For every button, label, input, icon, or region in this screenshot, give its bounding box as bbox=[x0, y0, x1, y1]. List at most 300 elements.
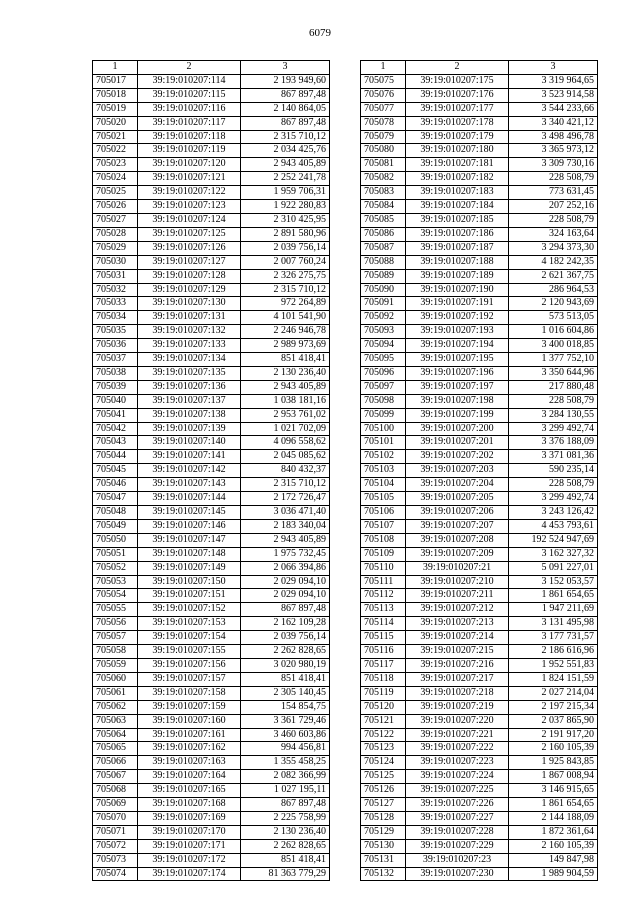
value-cell: 2 007 760,24 bbox=[241, 255, 330, 269]
row-number-cell: 705080 bbox=[361, 144, 406, 158]
table-row bbox=[361, 728, 598, 742]
table-row bbox=[361, 380, 598, 394]
table-row bbox=[93, 825, 330, 839]
row-number-cell: 705029 bbox=[93, 241, 138, 255]
table-row bbox=[93, 853, 330, 867]
cadastral-number-cell: 39:19:010207:185 bbox=[406, 213, 509, 227]
row-number-cell: 705064 bbox=[93, 728, 138, 742]
value-cell: 228 508,79 bbox=[509, 394, 598, 408]
table-row bbox=[361, 102, 598, 116]
value-cell: 1 824 151,59 bbox=[509, 672, 598, 686]
value-cell: 851 418,41 bbox=[241, 353, 330, 367]
row-number-cell: 705122 bbox=[361, 728, 406, 742]
row-number-cell: 705068 bbox=[93, 784, 138, 798]
left-register-table bbox=[92, 60, 330, 881]
cadastral-number-cell: 39:19:010207:115 bbox=[138, 88, 241, 102]
cadastral-number-cell: 39:19:010207:182 bbox=[406, 172, 509, 186]
cadastral-number-cell: 39:19:010207:145 bbox=[138, 506, 241, 520]
row-number-cell: 705042 bbox=[93, 422, 138, 436]
table-row bbox=[361, 811, 598, 825]
row-number-cell: 705018 bbox=[93, 88, 138, 102]
cadastral-number-cell: 39:19:010207:225 bbox=[406, 784, 509, 798]
value-cell: 994 456,81 bbox=[241, 742, 330, 756]
table-row bbox=[361, 672, 598, 686]
cadastral-number-cell: 39:19:010207:120 bbox=[138, 158, 241, 172]
table-header-row bbox=[93, 61, 330, 75]
row-number-cell: 705101 bbox=[361, 436, 406, 450]
row-number-cell: 705024 bbox=[93, 172, 138, 186]
cadastral-number-cell: 39:19:010207:164 bbox=[138, 770, 241, 784]
table-row bbox=[93, 742, 330, 756]
value-cell: 3 299 492,74 bbox=[509, 422, 598, 436]
row-number-cell: 705127 bbox=[361, 798, 406, 812]
value-cell: 867 897,48 bbox=[241, 603, 330, 617]
table-row bbox=[93, 339, 330, 353]
cadastral-number-cell: 39:19:010207:211 bbox=[406, 589, 509, 603]
value-cell: 5 091 227,01 bbox=[509, 561, 598, 575]
row-number-cell: 705067 bbox=[93, 770, 138, 784]
table-row bbox=[93, 102, 330, 116]
cadastral-number-cell: 39:19:010207:21 bbox=[406, 561, 509, 575]
row-number-cell: 705108 bbox=[361, 533, 406, 547]
table-row bbox=[93, 506, 330, 520]
table-row bbox=[93, 617, 330, 631]
table-row bbox=[361, 742, 598, 756]
value-cell: 2 037 865,90 bbox=[509, 714, 598, 728]
value-cell: 2 140 864,05 bbox=[241, 102, 330, 116]
row-number-cell: 705095 bbox=[361, 353, 406, 367]
cadastral-number-cell: 39:19:010207:122 bbox=[138, 186, 241, 200]
table-row bbox=[361, 645, 598, 659]
value-cell: 1 989 904,59 bbox=[509, 867, 598, 881]
table-row bbox=[93, 366, 330, 380]
value-cell: 3 371 081,36 bbox=[509, 450, 598, 464]
cadastral-number-cell: 39:19:010207:229 bbox=[406, 839, 509, 853]
table-row bbox=[361, 241, 598, 255]
column-header: 3 bbox=[509, 61, 598, 75]
table-row bbox=[93, 297, 330, 311]
cadastral-number-cell: 39:19:010207:223 bbox=[406, 756, 509, 770]
value-cell: 2 191 917,20 bbox=[509, 728, 598, 742]
cadastral-number-cell: 39:19:010207:165 bbox=[138, 784, 241, 798]
cadastral-number-cell: 39:19:010207:139 bbox=[138, 422, 241, 436]
row-number-cell: 705104 bbox=[361, 478, 406, 492]
row-number-cell: 705035 bbox=[93, 325, 138, 339]
value-cell: 2 315 710,12 bbox=[241, 283, 330, 297]
table-row bbox=[93, 728, 330, 742]
value-cell: 2 029 094,10 bbox=[241, 589, 330, 603]
value-cell: 867 897,48 bbox=[241, 116, 330, 130]
cadastral-number-cell: 39:19:010207:178 bbox=[406, 116, 509, 130]
table-row bbox=[93, 575, 330, 589]
cadastral-number-cell: 39:19:010207:184 bbox=[406, 200, 509, 214]
table-row bbox=[361, 311, 598, 325]
value-cell: 286 964,53 bbox=[509, 283, 598, 297]
value-cell: 192 524 947,69 bbox=[509, 533, 598, 547]
cadastral-number-cell: 39:19:010207:149 bbox=[138, 561, 241, 575]
value-cell: 2 183 340,04 bbox=[241, 519, 330, 533]
table-row bbox=[93, 464, 330, 478]
row-number-cell: 705023 bbox=[93, 158, 138, 172]
row-number-cell: 705036 bbox=[93, 339, 138, 353]
value-cell: 228 508,79 bbox=[509, 213, 598, 227]
cadastral-number-cell: 39:19:010207:217 bbox=[406, 672, 509, 686]
table-row bbox=[361, 700, 598, 714]
table-row bbox=[93, 158, 330, 172]
value-cell: 2 162 109,28 bbox=[241, 617, 330, 631]
value-cell: 1 872 361,64 bbox=[509, 825, 598, 839]
value-cell: 2 989 973,69 bbox=[241, 339, 330, 353]
cadastral-number-cell: 39:19:010207:207 bbox=[406, 519, 509, 533]
table-row bbox=[93, 811, 330, 825]
row-number-cell: 705096 bbox=[361, 366, 406, 380]
row-number-cell: 705119 bbox=[361, 686, 406, 700]
value-cell: 4 101 541,90 bbox=[241, 311, 330, 325]
table-row bbox=[361, 325, 598, 339]
row-number-cell: 705061 bbox=[93, 686, 138, 700]
cadastral-number-cell: 39:19:010207:210 bbox=[406, 575, 509, 589]
row-number-cell: 705054 bbox=[93, 589, 138, 603]
cadastral-number-cell: 39:19:010207:221 bbox=[406, 728, 509, 742]
column-header: 2 bbox=[138, 61, 241, 75]
value-cell: 2 034 425,76 bbox=[241, 144, 330, 158]
cadastral-number-cell: 39:19:010207:148 bbox=[138, 547, 241, 561]
cadastral-number-cell: 39:19:010207:204 bbox=[406, 478, 509, 492]
table-row bbox=[361, 798, 598, 812]
value-cell: 3 460 603,86 bbox=[241, 728, 330, 742]
row-number-cell: 705053 bbox=[93, 575, 138, 589]
value-cell: 1 861 654,65 bbox=[509, 798, 598, 812]
table-header-row bbox=[361, 61, 598, 75]
row-number-cell: 705074 bbox=[93, 867, 138, 881]
value-cell: 3 036 471,40 bbox=[241, 506, 330, 520]
page-number: 6079 bbox=[309, 27, 331, 39]
table-row bbox=[93, 213, 330, 227]
value-cell: 573 513,05 bbox=[509, 311, 598, 325]
table-row bbox=[361, 213, 598, 227]
value-cell: 1 016 604,86 bbox=[509, 325, 598, 339]
cadastral-number-cell: 39:19:010207:212 bbox=[406, 603, 509, 617]
row-number-cell: 705071 bbox=[93, 825, 138, 839]
row-number-cell: 705129 bbox=[361, 825, 406, 839]
value-cell: 3 020 980,19 bbox=[241, 658, 330, 672]
table-row bbox=[361, 436, 598, 450]
value-cell: 2 197 215,34 bbox=[509, 700, 598, 714]
row-number-cell: 705073 bbox=[93, 853, 138, 867]
cadastral-number-cell: 39:19:010207:142 bbox=[138, 464, 241, 478]
cadastral-number-cell: 39:19:010207:152 bbox=[138, 603, 241, 617]
value-cell: 3 376 188,09 bbox=[509, 436, 598, 450]
row-number-cell: 705106 bbox=[361, 506, 406, 520]
cadastral-number-cell: 39:19:010207:131 bbox=[138, 311, 241, 325]
table-row bbox=[361, 339, 598, 353]
table-row bbox=[361, 269, 598, 283]
cadastral-number-cell: 39:19:010207:127 bbox=[138, 255, 241, 269]
row-number-cell: 705021 bbox=[93, 130, 138, 144]
cadastral-number-cell: 39:19:010207:169 bbox=[138, 811, 241, 825]
table-row bbox=[361, 200, 598, 214]
table-row bbox=[93, 144, 330, 158]
value-cell: 4 453 793,61 bbox=[509, 519, 598, 533]
cadastral-number-cell: 39:19:010207:123 bbox=[138, 200, 241, 214]
value-cell: 3 146 915,65 bbox=[509, 784, 598, 798]
cadastral-number-cell: 39:19:010207:170 bbox=[138, 825, 241, 839]
row-number-cell: 705043 bbox=[93, 436, 138, 450]
table-row bbox=[361, 116, 598, 130]
row-number-cell: 705079 bbox=[361, 130, 406, 144]
value-cell: 2 225 758,99 bbox=[241, 811, 330, 825]
table-row bbox=[93, 519, 330, 533]
row-number-cell: 705110 bbox=[361, 561, 406, 575]
cadastral-number-cell: 39:19:010207:168 bbox=[138, 798, 241, 812]
value-cell: 1 021 702,09 bbox=[241, 422, 330, 436]
cadastral-number-cell: 39:19:010207:213 bbox=[406, 617, 509, 631]
row-number-cell: 705020 bbox=[93, 116, 138, 130]
row-number-cell: 705026 bbox=[93, 200, 138, 214]
table-row bbox=[93, 658, 330, 672]
table-row bbox=[93, 283, 330, 297]
value-cell: 3 299 492,74 bbox=[509, 492, 598, 506]
row-number-cell: 705052 bbox=[93, 561, 138, 575]
table-row bbox=[361, 617, 598, 631]
value-cell: 2 315 710,12 bbox=[241, 478, 330, 492]
row-number-cell: 705039 bbox=[93, 380, 138, 394]
cadastral-number-cell: 39:19:010207:121 bbox=[138, 172, 241, 186]
table-row bbox=[361, 561, 598, 575]
table-row bbox=[93, 784, 330, 798]
cadastral-number-cell: 39:19:010207:126 bbox=[138, 241, 241, 255]
table-row bbox=[93, 589, 330, 603]
row-number-cell: 705098 bbox=[361, 394, 406, 408]
cadastral-number-cell: 39:19:010207:157 bbox=[138, 672, 241, 686]
table-row bbox=[93, 603, 330, 617]
value-cell: 2 186 616,96 bbox=[509, 645, 598, 659]
cadastral-number-cell: 39:19:010207:114 bbox=[138, 74, 241, 88]
row-number-cell: 705040 bbox=[93, 394, 138, 408]
table-row bbox=[93, 686, 330, 700]
cadastral-number-cell: 39:19:010207:116 bbox=[138, 102, 241, 116]
table-row bbox=[93, 172, 330, 186]
value-cell: 2 130 236,40 bbox=[241, 825, 330, 839]
table-row bbox=[93, 436, 330, 450]
value-cell: 1 947 211,69 bbox=[509, 603, 598, 617]
row-number-cell: 705112 bbox=[361, 589, 406, 603]
cadastral-number-cell: 39:19:010207:194 bbox=[406, 339, 509, 353]
cadastral-number-cell: 39:19:010207:201 bbox=[406, 436, 509, 450]
table-row bbox=[361, 88, 598, 102]
value-cell: 3 350 644,96 bbox=[509, 366, 598, 380]
cadastral-number-cell: 39:19:010207:171 bbox=[138, 839, 241, 853]
table-row bbox=[93, 700, 330, 714]
cadastral-number-cell: 39:19:010207:200 bbox=[406, 422, 509, 436]
value-cell: 2 082 366,99 bbox=[241, 770, 330, 784]
cadastral-number-cell: 39:19:010207:163 bbox=[138, 756, 241, 770]
value-cell: 2 027 214,04 bbox=[509, 686, 598, 700]
value-cell: 851 418,41 bbox=[241, 853, 330, 867]
table-row bbox=[93, 186, 330, 200]
value-cell: 3 361 729,46 bbox=[241, 714, 330, 728]
row-number-cell: 705049 bbox=[93, 519, 138, 533]
cadastral-number-cell: 39:19:010207:219 bbox=[406, 700, 509, 714]
cadastral-number-cell: 39:19:010207:220 bbox=[406, 714, 509, 728]
row-number-cell: 705046 bbox=[93, 478, 138, 492]
cadastral-number-cell: 39:19:010207:183 bbox=[406, 186, 509, 200]
row-number-cell: 705091 bbox=[361, 297, 406, 311]
cadastral-number-cell: 39:19:010207:187 bbox=[406, 241, 509, 255]
table-row bbox=[361, 464, 598, 478]
value-cell: 228 508,79 bbox=[509, 478, 598, 492]
cadastral-number-cell: 39:19:010207:222 bbox=[406, 742, 509, 756]
table-row bbox=[361, 366, 598, 380]
value-cell: 773 631,45 bbox=[509, 186, 598, 200]
row-number-cell: 705041 bbox=[93, 408, 138, 422]
column-header: 3 bbox=[241, 61, 330, 75]
table-row bbox=[361, 603, 598, 617]
value-cell: 2 144 188,09 bbox=[509, 811, 598, 825]
cadastral-number-cell: 39:19:010207:119 bbox=[138, 144, 241, 158]
value-cell: 867 897,48 bbox=[241, 798, 330, 812]
cadastral-number-cell: 39:19:010207:138 bbox=[138, 408, 241, 422]
table-row bbox=[361, 408, 598, 422]
value-cell: 3 319 964,65 bbox=[509, 74, 598, 88]
table-row bbox=[361, 172, 598, 186]
value-cell: 2 045 085,62 bbox=[241, 450, 330, 464]
table-row bbox=[361, 255, 598, 269]
row-number-cell: 705081 bbox=[361, 158, 406, 172]
table-row bbox=[361, 186, 598, 200]
row-number-cell: 705017 bbox=[93, 74, 138, 88]
row-number-cell: 705045 bbox=[93, 464, 138, 478]
table-row bbox=[361, 519, 598, 533]
value-cell: 2 193 949,60 bbox=[241, 74, 330, 88]
table-row bbox=[361, 394, 598, 408]
cadastral-number-cell: 39:19:010207:124 bbox=[138, 213, 241, 227]
row-number-cell: 705114 bbox=[361, 617, 406, 631]
row-number-cell: 705034 bbox=[93, 311, 138, 325]
row-number-cell: 705057 bbox=[93, 631, 138, 645]
cadastral-number-cell: 39:19:010207:136 bbox=[138, 380, 241, 394]
left-table-body bbox=[93, 61, 330, 881]
value-cell: 1 975 732,45 bbox=[241, 547, 330, 561]
row-number-cell: 705047 bbox=[93, 492, 138, 506]
cadastral-number-cell: 39:19:010207:226 bbox=[406, 798, 509, 812]
value-cell: 3 284 130,55 bbox=[509, 408, 598, 422]
table-row bbox=[93, 533, 330, 547]
cadastral-number-cell: 39:19:010207:141 bbox=[138, 450, 241, 464]
row-number-cell: 705102 bbox=[361, 450, 406, 464]
cadastral-number-cell: 39:19:010207:176 bbox=[406, 88, 509, 102]
value-cell: 2 172 726,47 bbox=[241, 492, 330, 506]
row-number-cell: 705100 bbox=[361, 422, 406, 436]
cadastral-number-cell: 39:19:010207:179 bbox=[406, 130, 509, 144]
row-number-cell: 705022 bbox=[93, 144, 138, 158]
cadastral-number-cell: 39:19:010207:208 bbox=[406, 533, 509, 547]
cadastral-number-cell: 39:19:010207:227 bbox=[406, 811, 509, 825]
table-row bbox=[93, 672, 330, 686]
row-number-cell: 705118 bbox=[361, 672, 406, 686]
row-number-cell: 705038 bbox=[93, 366, 138, 380]
row-number-cell: 705097 bbox=[361, 380, 406, 394]
cadastral-number-cell: 39:19:010207:172 bbox=[138, 853, 241, 867]
cadastral-number-cell: 39:19:010207:146 bbox=[138, 519, 241, 533]
value-cell: 154 854,75 bbox=[241, 700, 330, 714]
value-cell: 1 027 195,11 bbox=[241, 784, 330, 798]
value-cell: 2 943 405,89 bbox=[241, 158, 330, 172]
row-number-cell: 705055 bbox=[93, 603, 138, 617]
table-row bbox=[93, 561, 330, 575]
row-number-cell: 705120 bbox=[361, 700, 406, 714]
cadastral-number-cell: 39:19:010207:206 bbox=[406, 506, 509, 520]
cadastral-number-cell: 39:19:010207:134 bbox=[138, 353, 241, 367]
cadastral-number-cell: 39:19:010207:23 bbox=[406, 853, 509, 867]
value-cell: 1 861 654,65 bbox=[509, 589, 598, 603]
value-cell: 2 160 105,39 bbox=[509, 742, 598, 756]
row-number-cell: 705019 bbox=[93, 102, 138, 116]
value-cell: 2 943 405,89 bbox=[241, 533, 330, 547]
row-number-cell: 705083 bbox=[361, 186, 406, 200]
table-row bbox=[361, 297, 598, 311]
cadastral-number-cell: 39:19:010207:195 bbox=[406, 353, 509, 367]
table-row bbox=[93, 325, 330, 339]
row-number-cell: 705107 bbox=[361, 519, 406, 533]
row-number-cell: 705028 bbox=[93, 227, 138, 241]
table-row bbox=[361, 658, 598, 672]
row-number-cell: 705085 bbox=[361, 213, 406, 227]
cadastral-number-cell: 39:19:010207:216 bbox=[406, 658, 509, 672]
cadastral-number-cell: 39:19:010207:151 bbox=[138, 589, 241, 603]
table-row bbox=[361, 422, 598, 436]
value-cell: 2 160 105,39 bbox=[509, 839, 598, 853]
cadastral-number-cell: 39:19:010207:144 bbox=[138, 492, 241, 506]
value-cell: 2 039 756,14 bbox=[241, 241, 330, 255]
table-row bbox=[361, 450, 598, 464]
value-cell: 4 182 242,35 bbox=[509, 255, 598, 269]
row-number-cell: 705048 bbox=[93, 506, 138, 520]
row-number-cell: 705070 bbox=[93, 811, 138, 825]
cadastral-number-cell: 39:19:010207:162 bbox=[138, 742, 241, 756]
table-row bbox=[361, 533, 598, 547]
table-row bbox=[361, 589, 598, 603]
table-row bbox=[93, 227, 330, 241]
cadastral-number-cell: 39:19:010207:181 bbox=[406, 158, 509, 172]
table-row bbox=[93, 380, 330, 394]
value-cell: 207 252,16 bbox=[509, 200, 598, 214]
value-cell: 2 310 425,95 bbox=[241, 213, 330, 227]
cadastral-number-cell: 39:19:010207:147 bbox=[138, 533, 241, 547]
row-number-cell: 705125 bbox=[361, 770, 406, 784]
table-row bbox=[93, 311, 330, 325]
cadastral-number-cell: 39:19:010207:150 bbox=[138, 575, 241, 589]
row-number-cell: 705065 bbox=[93, 742, 138, 756]
table-row bbox=[93, 450, 330, 464]
cadastral-number-cell: 39:19:010207:205 bbox=[406, 492, 509, 506]
value-cell: 3 544 233,66 bbox=[509, 102, 598, 116]
row-number-cell: 705075 bbox=[361, 74, 406, 88]
table-row bbox=[93, 478, 330, 492]
table-row bbox=[93, 241, 330, 255]
cadastral-number-cell: 39:19:010207:215 bbox=[406, 645, 509, 659]
value-cell: 2 252 241,78 bbox=[241, 172, 330, 186]
column-header: 1 bbox=[93, 61, 138, 75]
cadastral-number-cell: 39:19:010207:133 bbox=[138, 339, 241, 353]
row-number-cell: 705111 bbox=[361, 575, 406, 589]
right-register-table bbox=[360, 60, 598, 881]
table-row bbox=[93, 547, 330, 561]
value-cell: 2 246 946,78 bbox=[241, 325, 330, 339]
cadastral-number-cell: 39:19:010207:161 bbox=[138, 728, 241, 742]
row-number-cell: 705037 bbox=[93, 353, 138, 367]
cadastral-number-cell: 39:19:010207:143 bbox=[138, 478, 241, 492]
